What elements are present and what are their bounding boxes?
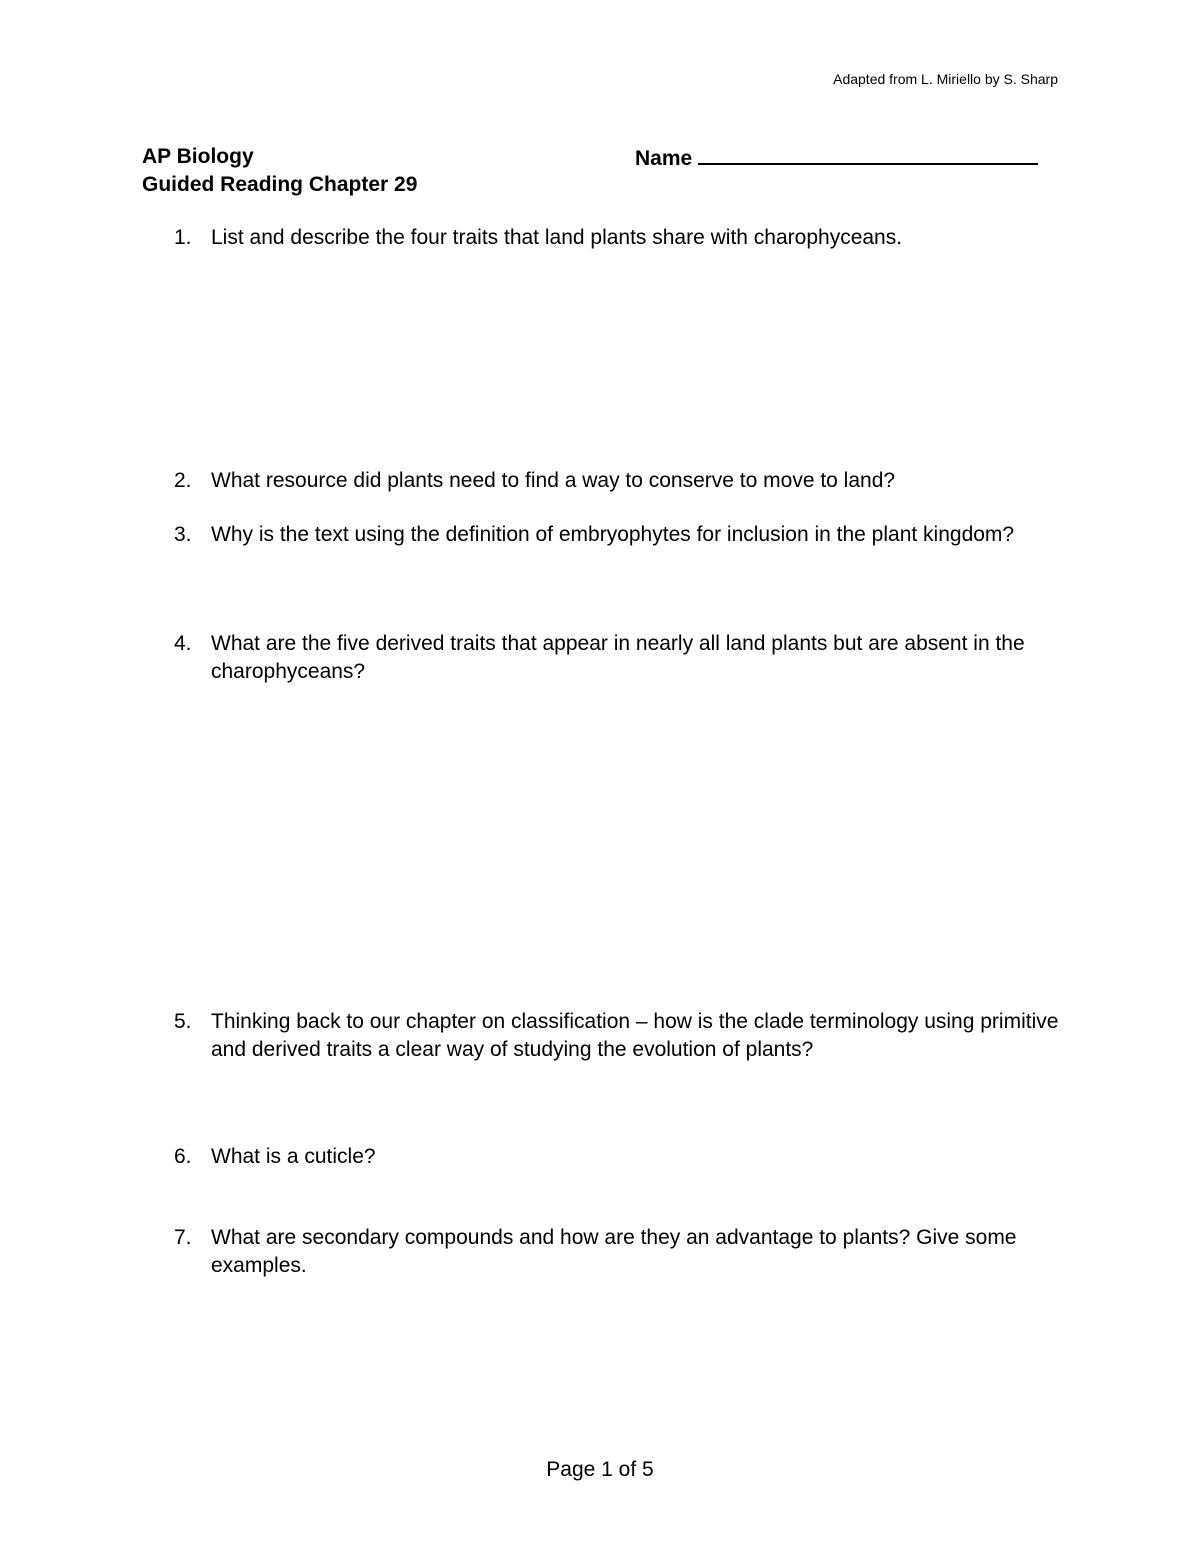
question-number: 1. [174,226,192,249]
name-field[interactable] [635,143,1038,173]
question-number: 7. [174,1226,192,1249]
question-6 [174,1143,1074,1171]
assignment-title: Guided Reading Chapter 29 [142,173,418,196]
question-number: 3. [174,523,192,546]
page-number: Page 1 of 5 [546,1458,654,1481]
question-number: 2. [174,469,192,492]
name-label: Name [635,147,693,170]
question-text: List and describe the four traits that land plants share with charophyceans. [211,226,903,249]
question-7 [174,1224,1074,1280]
question-text: Thinking back to our chapter on classification – how is the clade terminology using primitive and derived traits a clear way of studying the evolution of plants? [211,1010,1059,1061]
name-blank-line[interactable] [698,143,1038,165]
question-text: What is a cuticle? [211,1145,376,1168]
title-block [142,143,417,199]
question-3 [174,521,1034,549]
question-text: What resource did plants need to find a way to conserve to move to land? [211,469,896,492]
question-2 [174,467,1074,495]
header-credit: Adapted from L. Miriello by S. Sharp [833,71,1058,87]
question-4 [174,630,1034,686]
question-number: 5. [174,1010,192,1033]
question-number: 6. [174,1145,192,1168]
question-text: Why is the text using the definition of embryophytes for inclusion in the plant kingdom? [211,523,1015,546]
course-title: AP Biology [142,145,254,168]
question-1 [174,224,1074,252]
question-5 [174,1008,1074,1064]
question-text: What are secondary compounds and how are they an advantage to plants? Give some examples. [211,1226,1017,1277]
question-number: 4. [174,632,192,655]
question-text: What are the five derived traits that appear in nearly all land plants but are absent in the charophyceans? [211,632,1025,683]
